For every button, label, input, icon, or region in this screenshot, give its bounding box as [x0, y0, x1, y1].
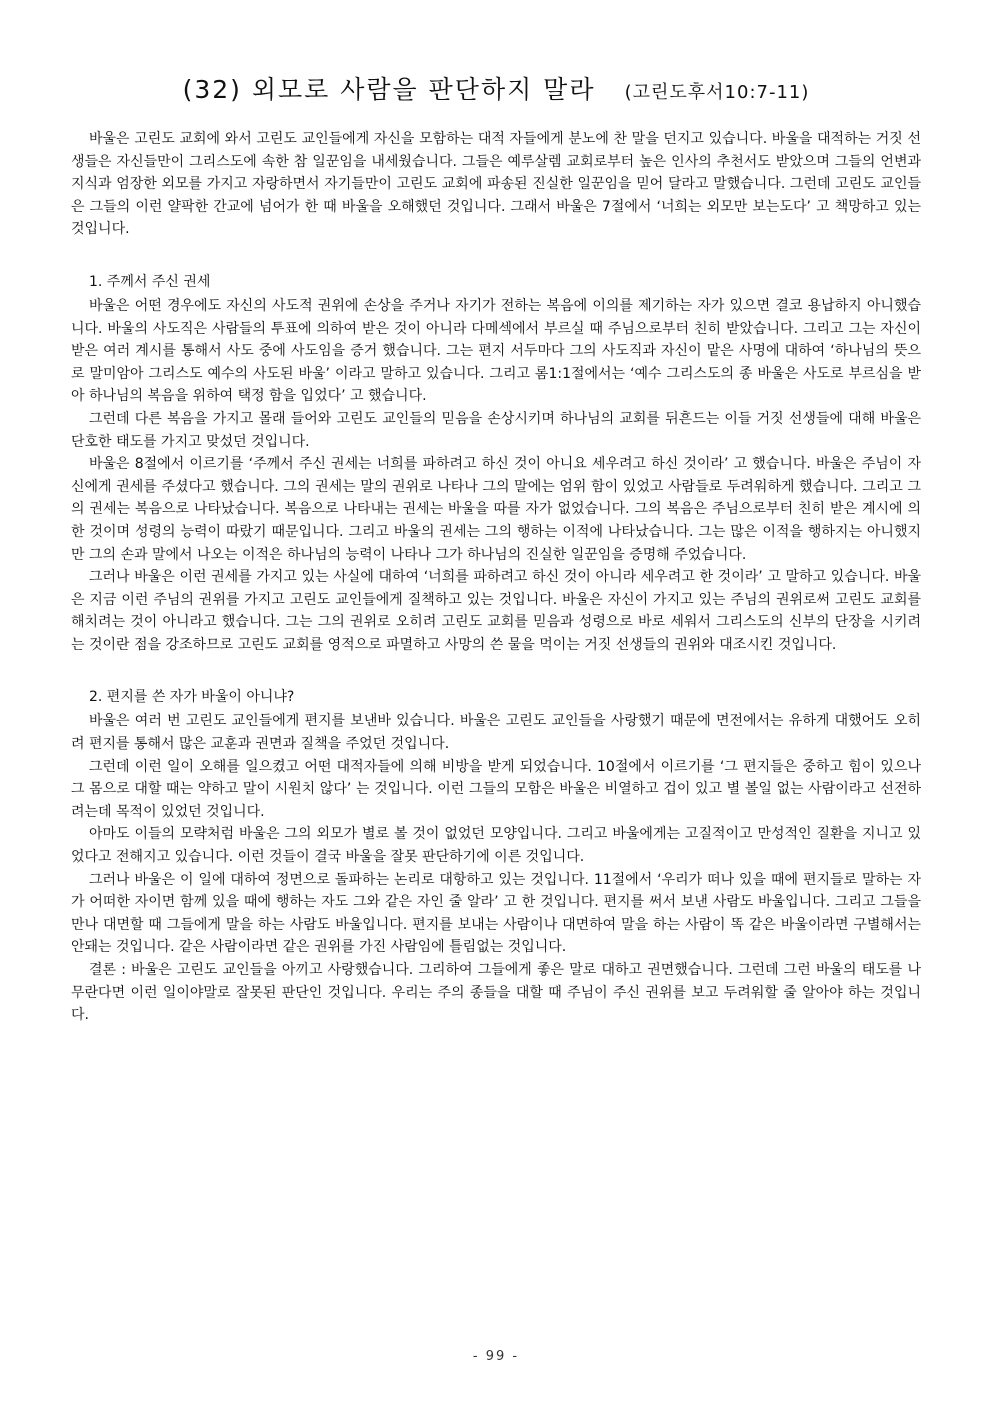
page-number: - 99 - [472, 1349, 520, 1364]
section-2-paragraph-3: 아마도 이들의 모략처럼 바울은 그의 외모가 별로 볼 것이 없었던 모양입니다. 그리고 바울에게는 고질적이고 만성적인 질환을 지니고 있었다고 전해지고 있습니다. 이런 것들이 결국 바울을 잘못 판단하기에 이른 것입니다. [71, 826, 921, 866]
section-2-heading: 2. 편지를 쓴 자가 바울이 아니냐? [89, 689, 295, 706]
section-2-paragraph-2: 그런데 이런 일이 오해를 일으켰고 어떤 대적자들에 의해 비방을 받게 되었습니다. 10절에서 이르기를 ‘그 편지들은 중하고 힘이 있으나 그 몸으로 대할 때는 약하고 말이 시원치 않다’ 는 것입니다. 이런 그들의 모함은 바울은 비열하고 겁이 있고 별 볼일 없는 사람이라고 선전하려는데 목적이 있었던 것입니다. [71, 758, 921, 820]
section-1-paragraph-1: 바울은 어떤 경우에도 자신의 사도적 권위에 손상을 주거나 자기가 전하는 복음에 이의를 제기하는 자가 있으면 결코 용납하지 아니했습니다. 바울의 사도직은 사람들의 투표에 의하여 받은 것이 아니라 다메섹에서 부르실 때 주님으로부터 친히 받았습니다. 그리고 그는 자신이 받은 여러 계시를 통해서 사도 중에 사도임을 증거 했습니다. 그는 편지 서두마다 그의 사도직과 자신이 맡은 사명에 대하여 ‘하나님의 뜻으로 말미암아 그리스도 예수의 사도된 바울’ 이라고 말하고 있습니다. 그리고 롬1:1절에서는 ‘예수 그리스도의 종 바울은 사도로 부르심을 받아 하나님의 복음을 위하여 택정 함을 입었다’ 고 했습니다. [71, 297, 921, 405]
section-2-paragraph-1: 바울은 여러 번 고린도 교인들에게 편지를 보낸바 있습니다. 바울은 고린도 교인들을 사랑했기 때문에 면전에서는 유하게 대했어도 오히려 편지를 통해서 많은 교훈과 권면과 질책을 주었던 것입니다. [71, 713, 921, 753]
section-1-paragraph-4: 그러나 바울은 이런 권세를 가지고 있는 사실에 대하여 ‘너희를 파하려고 하신 것이 아니라 세우려고 한 것이라’ 고 말하고 있습니다. 바울은 지금 이런 주님의 권위를 가지고 고린도 교인들에게 질책하고 있는 것입니다. 바울은 자신이 가지고 있는 주님의 권위로써 고린도 교회를 해치려는 것이 아니라고 했습니다. 그는 그의 권위로 오히려 고린도 교회를 믿음과 성령으로 바로 세워서 그리스도의 신부의 단장을 시키려는 것이란 점을 강조하므로 고린도 교회를 영적으로 파멸하고 사망의 쓴 물을 먹이는 거짓 선생들의 권위와 대조시킨 것입니다. [71, 569, 921, 653]
section-1-heading: 1. 주께서 주신 권세 [89, 273, 211, 290]
document-body [71, 128, 921, 1027]
document-title-row [0, 70, 992, 106]
intro-paragraph: 바울은 고린도 교회에 와서 고린도 교인들에게 자신을 모함하는 대적 자들에게 분노에 찬 말을 던지고 있습니다. 바울을 대적하는 거짓 선생들은 자신들만이 그리스도에 속한 참 일꾼임을 내세웠습니다. 그들은 예루살렘 교회로부터 높은 인사의 추천서도 받았으며 그들의 언변과 지식과 엄장한 외모를 가지고 자랑하면서 자기들만이 고린도 교회에 파송된 진실한 일꾼임을 믿어 달라고 말했습니다. 그런데 고린도 교인들은 그들의 이런 얄팍한 간교에 넘어가 한 때 바울을 오해했던 것입니다. 그래서 바울은 7절에서 ‘너희는 외모만 보는도다’ 고 책망하고 있는 것입니다. [71, 131, 921, 238]
scripture-reference: (고린도후서10:7-11) [624, 82, 810, 103]
section-1-paragraph-2: 그런데 다른 복음을 가지고 몰래 들어와 고린도 교인들의 믿음을 손상시키며 하나님의 교회를 뒤흔드는 이들 거짓 선생들에 대해 바울은 단호한 태도를 가지고 맞섰던 것입니다. [71, 410, 921, 450]
conclusion-paragraph: 결론 : 바울은 고린도 교인들을 아끼고 사랑했습니다. 그리하여 그들에게 좋은 말로 대하고 권면했습니다. 그런데 그런 바울의 태도를 나무란다면 이런 일이야말로 잘못된 판단인 것입니다. 우리는 주의 종들을 대할 때 주님이 주신 권위를 보고 두려워할 줄 알아야 하는 것입니다. [71, 962, 921, 1024]
document-title: (32) 외모로 사람을 판단하지 말라 [182, 75, 596, 104]
section-1-paragraph-3: 바울은 8절에서 이르기를 ‘주께서 주신 권세는 너희를 파하려고 하신 것이 아니요 세우려고 하신 것이라’ 고 했습니다. 바울은 주님이 자신에게 권세를 주셨다고 했습니다. 그의 권세는 말의 권위로 나타나 그의 말에는 엄위 함이 있었고 사람들로 두려워하게 했습니다. 그리고 그의 권세는 복음으로 나타났습니다. 복음으로 나타내는 권세는 바울을 따를 자가 없었습니다. 그의 복음은 주님으로부터 친히 받은 계시에 의한 것이며 성령의 능력이 따랐기 때문입니다. 그리고 바울의 권세는 그의 행하는 이적에 나타났습니다. 그는 많은 이적을 행하지는 아니했지만 그의 손과 말에서 나오는 이적은 하나님의 능력이 나타나 그가 하나님의 진실한 일꾼임을 증명해 주었습니다. [71, 456, 921, 563]
section-2-paragraph-4: 그러나 바울은 이 일에 대하여 정면으로 돌파하는 논리로 대항하고 있는 것입니다. 11절에서 ‘우리가 떠나 있을 때에 편지들로 말하는 자가 어떠한 자이면 함께 있을 때에 행하는 자도 그와 같은 자인 줄 알라’ 고 한 것입니다. 편지를 써서 보낸 사람도 바울입니다. 그리고 그들을 만나 대면할 때 그들에게 말을 하는 사람도 바울입니다. 편지를 보내는 사람이나 대면하여 말을 하는 사람이 똑 같은 바울이라면 구별해서는 안돼는 것입니다. 같은 사람이라면 같은 권위를 가진 사람임에 틀림없는 것입니다. [71, 871, 921, 956]
